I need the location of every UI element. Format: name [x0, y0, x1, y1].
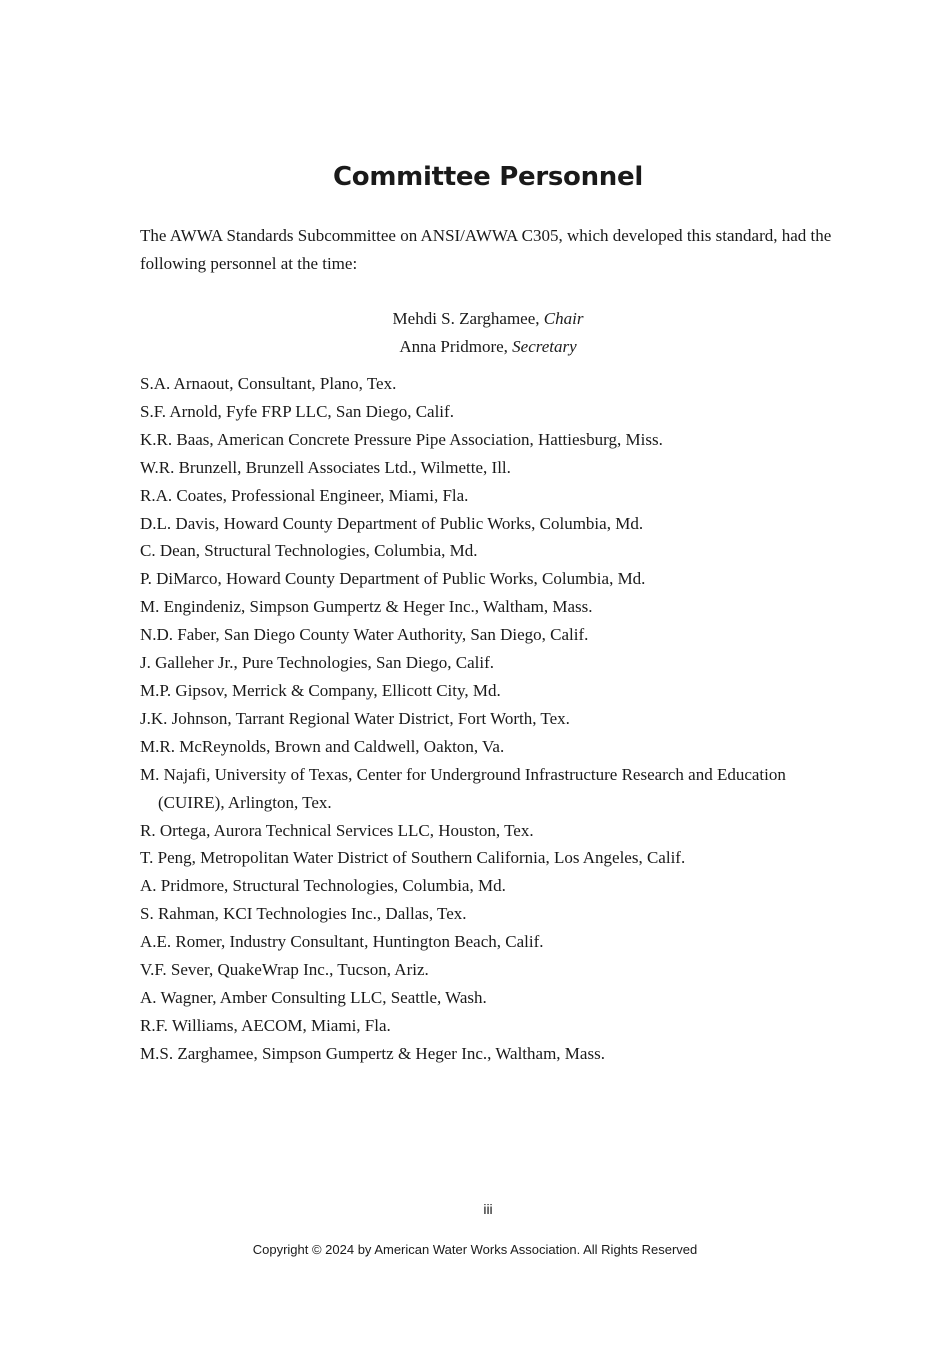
officer-name: Mehdi S. Zarghamee, — [392, 309, 544, 328]
member-item: W.R. Brunzell, Brunzell Associates Ltd., Wilmette, Ill. — [140, 457, 511, 477]
member-item: C. Dean, Structural Technologies, Columbia, Md. — [140, 541, 478, 561]
member-item: J.K. Johnson, Tarrant Regional Water District, Fort Worth, Tex. — [140, 708, 570, 728]
member-item: R.F. Williams, AECOM, Miami, Fla. — [140, 1015, 391, 1035]
member-item: J. Galleher Jr., Pure Technologies, San Diego, Calif. — [140, 653, 495, 673]
member-item: S. Rahman, KCI Technologies Inc., Dallas, Tex. — [140, 904, 467, 924]
member-list — [140, 370, 845, 1068]
officer-role: Secretary — [512, 337, 577, 356]
member-item: N.D. Faber, San Diego County Water Authority, San Diego, Calif. — [140, 625, 589, 645]
member-item: M.R. McReynolds, Brown and Caldwell, Oakton, Va. — [140, 736, 505, 756]
member-item: D.L. Davis, Howard County Department of Public Works, Columbia, Md. — [140, 513, 644, 533]
officer-secretary — [0, 333, 950, 361]
member-item: M.S. Zarghamee, Simpson Gumpertz & Heger Inc., Waltham, Mass. — [140, 1043, 605, 1063]
member-item: R.A. Coates, Professional Engineer, Miami, Fla. — [140, 485, 469, 505]
officers-block — [0, 305, 950, 361]
member-item: K.R. Baas, American Concrete Pressure Pipe Association, Hattiesburg, Miss. — [140, 429, 663, 449]
member-item: P. DiMarco, Howard County Department of Public Works, Columbia, Md. — [140, 569, 646, 589]
member-item: V.F. Sever, QuakeWrap Inc., Tucson, Ariz. — [140, 960, 429, 980]
page-number: iii — [483, 1201, 493, 1217]
member-item: A.E. Romer, Industry Consultant, Huntington Beach, Calif. — [140, 932, 544, 952]
officer-chair — [0, 305, 950, 333]
member-item: M. Najafi, University of Texas, Center for Underground Infrastructure Research and Education (CUIRE), Arlington, Tex. — [140, 764, 786, 812]
intro-paragraph: The AWWA Standards Subcommittee on ANSI/AWWA C305, which developed this standard, had the following personnel at the time: — [140, 226, 832, 273]
member-item: S.A. Arnaout, Consultant, Plano, Tex. — [140, 374, 397, 393]
member-item: S.F. Arnold, Fyfe FRP LLC, San Diego, Calif. — [140, 401, 454, 421]
page-title: Committee Personnel — [333, 162, 643, 192]
member-item: M.P. Gipsov, Merrick & Company, Ellicott City, Md. — [140, 680, 501, 700]
member-item: A. Wagner, Amber Consulting LLC, Seattle, Wash. — [140, 987, 487, 1007]
officer-role: Chair — [543, 309, 584, 328]
member-item: M. Engindeniz, Simpson Gumpertz & Heger Inc., Waltham, Mass. — [140, 597, 593, 617]
member-item: A. Pridmore, Structural Technologies, Columbia, Md. — [140, 876, 506, 896]
officer-name: Anna Pridmore, — [399, 337, 513, 356]
member-item: R. Ortega, Aurora Technical Services LLC, Houston, Tex. — [140, 820, 534, 840]
member-item: T. Peng, Metropolitan Water District of Southern California, Los Angeles, Calif. — [140, 848, 686, 868]
copyright-notice: Copyright © 2024 by American Water Works Association. All Rights Reserved — [252, 1242, 698, 1257]
